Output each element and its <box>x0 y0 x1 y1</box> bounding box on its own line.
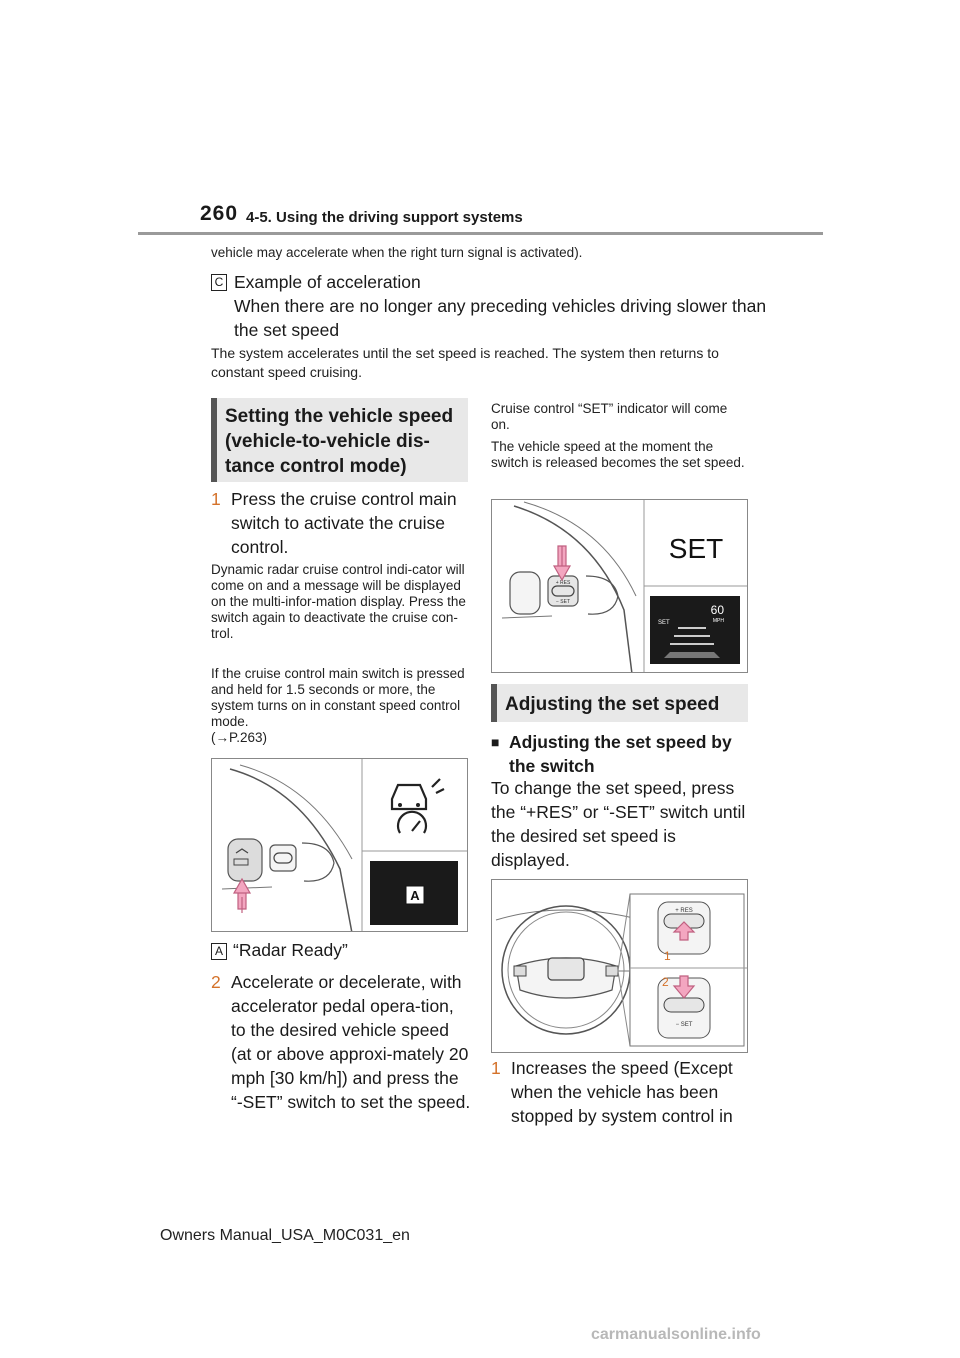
step-1-number: 1 <box>211 489 221 509</box>
radar-ready-text: “Radar Ready” <box>233 940 348 960</box>
step-1-text: Press the cruise control main switch to activate the cruise control. <box>231 489 457 557</box>
page-reference: (→P.263) <box>211 730 268 745</box>
adjust-instructions: To change the set speed, press the “+RES” or “-SET” switch until the desired set speed is displayed. <box>491 778 746 870</box>
example-c-block <box>234 270 774 342</box>
set-small-text: SET <box>658 620 670 626</box>
set-big-text: SET <box>668 533 724 564</box>
display-label-a: A <box>410 888 420 903</box>
square-bullet-icon: ■ <box>491 734 500 750</box>
figure-set-switch-drawing <box>492 500 748 673</box>
switch-plus-label: + RES <box>555 580 571 586</box>
heading-adjusting-speed: Adjusting the set speed <box>491 684 748 722</box>
note-main-switch-text: If the cruise control main switch is pressed and held for 1.5 seconds or more, the system turns on in constant speed control mode. <box>211 666 465 729</box>
note-set-speed: The vehicle speed at the moment the switch is released becomes the set speed. <box>491 439 745 470</box>
footer-manual-id: Owners Manual_USA_M0C031_en <box>160 1227 410 1244</box>
figure-main-switch <box>211 758 468 932</box>
label-c-box <box>211 273 227 291</box>
figure-main-switch-drawing <box>212 759 468 932</box>
section-title: 4-5. Using the driving support systems <box>246 209 523 226</box>
example-c-title: Example of acceleration <box>234 272 421 292</box>
callout-1: 1 <box>664 949 671 963</box>
fig3-res-label: + RES <box>675 908 693 914</box>
adjust-step-1-number: 1 <box>491 1058 501 1078</box>
speed-value: 60 <box>710 603 724 617</box>
continuation-text: vehicle may accelerate when the right turn signal is activated). <box>211 245 583 260</box>
speed-unit: MPH <box>712 618 724 624</box>
note-set-indicator: Cruise control “SET” indicator will come on. <box>491 401 728 432</box>
heading-setting-speed: Setting the vehicle speed (vehicle-to-vehicle dis-tance control mode) <box>211 398 468 482</box>
watermark: carmanualsonline.info <box>591 1326 761 1343</box>
adjust-step-1-text: Increases the speed (Except when the vehicle has been stopped by system control in <box>511 1058 733 1126</box>
note-main-switch <box>211 666 466 746</box>
subheading-text: Adjusting the set speed by the switch <box>509 732 732 776</box>
figure-steering-wheel <box>491 879 748 1053</box>
adjust-step-1 <box>491 1056 751 1128</box>
header-divider <box>138 232 823 235</box>
figure-set-switch <box>491 499 748 673</box>
figure-steering-wheel-drawing <box>492 880 748 1053</box>
fig3-set-label: − SET <box>675 1022 693 1028</box>
switch-minus-label: − SET <box>555 599 571 605</box>
example-c-subtitle: When there are no longer any preceding vehicles driving slower than the set speed <box>234 296 767 340</box>
callout-2: 2 <box>662 975 669 989</box>
label-a: A <box>211 943 227 960</box>
step-2 <box>211 970 471 1114</box>
step-1 <box>211 487 471 559</box>
page-number: 260 <box>200 202 239 225</box>
example-c-description: The system accelerates until the set speed is reached. The system then returns to constant speed cruising. <box>211 345 719 380</box>
step-2-text: Accelerate or decelerate, with accelerator pedal opera-tion, to the desired vehicle speed (at or above approxi-mately 20 mph [30 km/h]) and press the “-SET” switch to set the speed. <box>231 972 471 1112</box>
label-c: C <box>211 274 227 291</box>
label-a-box <box>211 942 227 960</box>
subheading-adjust-switch <box>491 730 751 778</box>
note-indicator: Dynamic radar cruise control indi-cator will come on and a message will be displayed on the multi-infor-mation display. Press the switch again to deactivate the cruise con-trol. <box>211 562 466 641</box>
step-2-number: 2 <box>211 972 221 992</box>
